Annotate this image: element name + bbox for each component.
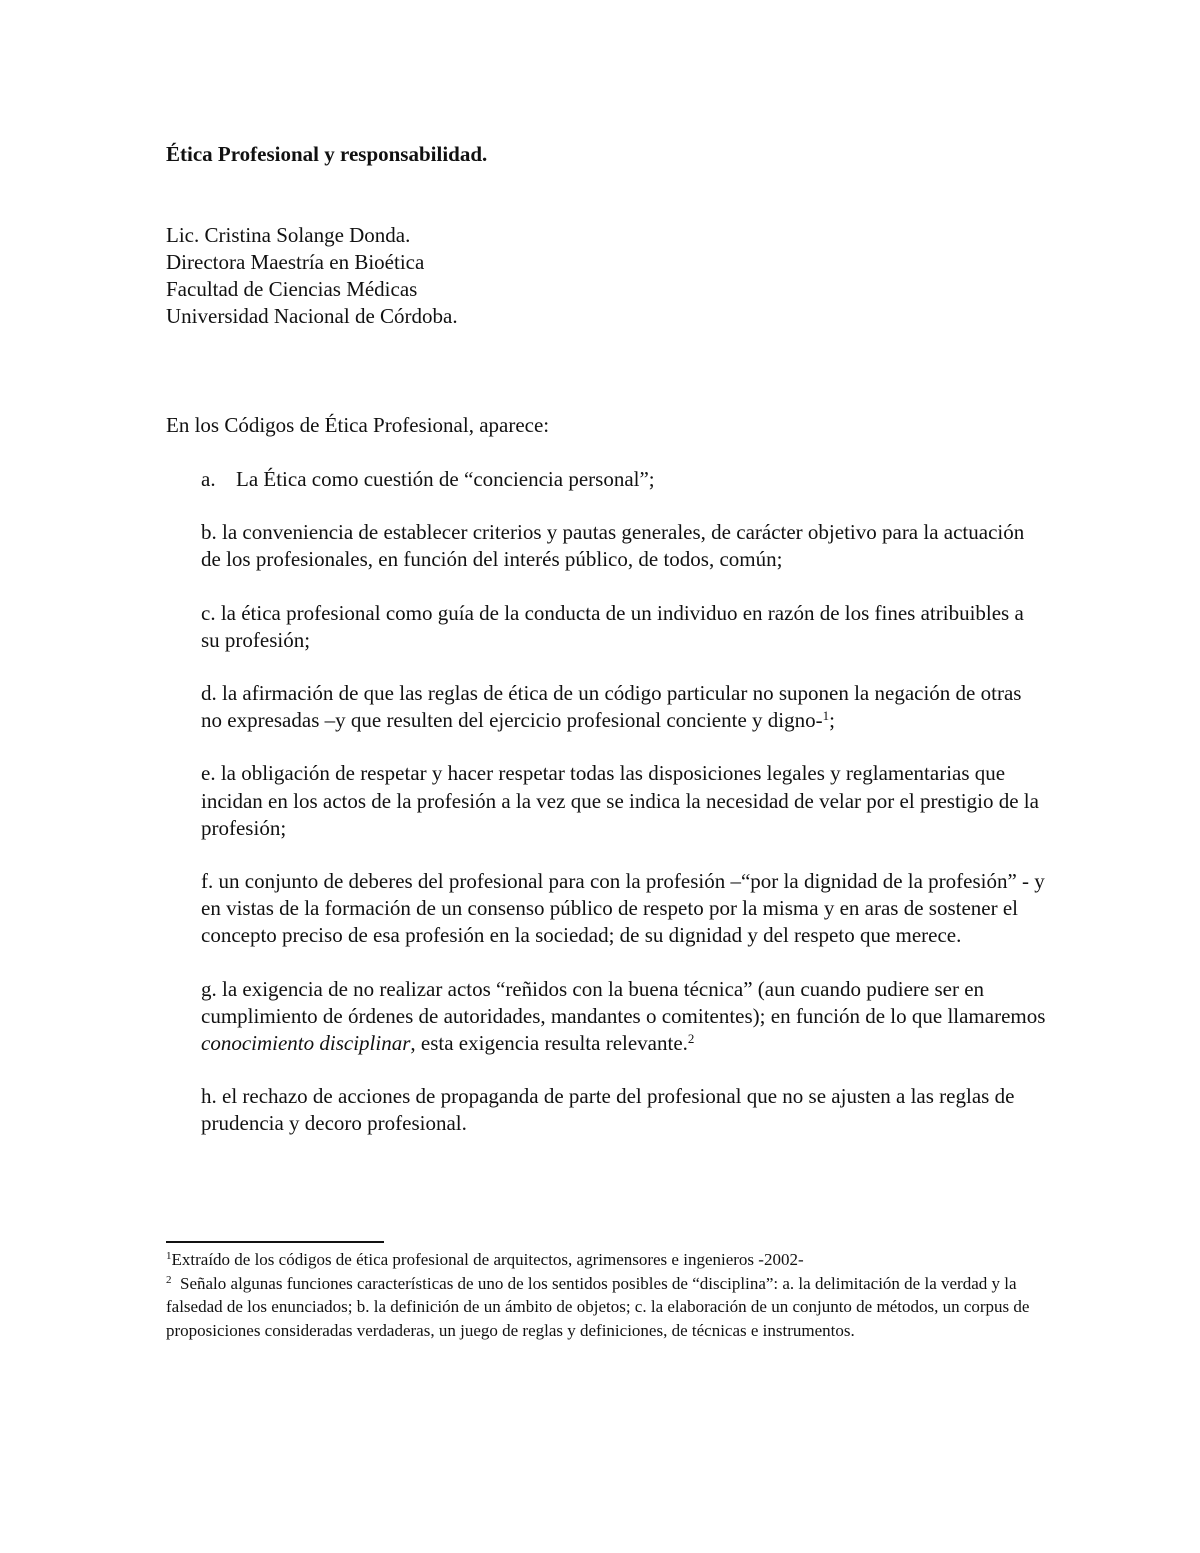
footnote-2: [166, 1272, 1038, 1343]
list-item-marker: a.: [201, 467, 216, 491]
footnote-ref-2[interactable]: 2: [687, 1031, 695, 1047]
footnote-marker: 1: [166, 1250, 172, 1262]
footnote-separator: [166, 1241, 384, 1243]
list-item-f: f. un conjunto de deberes del profesional para con la profesión –“por la dignidad de la profesión” - y en vistas de la formación de un consenso público de respeto por la misma y en aras de sostener el concepto preciso de esa profesión en la sociedad; de su dignidad y del respeto que merece.: [201, 869, 1045, 948]
list-item-d: [201, 680, 1046, 734]
list-item-text: La Ética como cuestión de “conciencia personal”;: [236, 467, 655, 491]
footnote-text: Extraído de los códigos de ética profesional de arquitectos, agrimensores e ingenieros -2002-: [171, 1250, 804, 1269]
list-item-text: g. la exigencia de no realizar actos “reñidos con la buena técnica” (aun cuando pudiere ser en cumplimiento de órdenes de autoridades, mandantes o comitentes); en función de lo que llamaremos: [201, 976, 1046, 1028]
author-name: Lic. Cristina Solange Donda.: [166, 223, 411, 247]
list-item-b: b. la conveniencia de establecer criterios y pautas generales, de carácter objetivo para la actuación de los profesionales, en función del interés público, de todos, común;: [201, 520, 1025, 572]
list-item-a: [201, 466, 1046, 493]
author-university: Universidad Nacional de Córdoba.: [166, 304, 458, 328]
list-item-c: c. la ética profesional como guía de la conducta de un individuo en razón de los fines atribuibles a su profesión;: [201, 600, 1024, 652]
footnote-text: Señalo algunas funciones características de uno de los sentidos posibles de “disciplina”: a. la delimitación de la verdad y la falsedad de los enunciados; b. la definición de un ámbito de objetos; c. la elaboración de un conjunto de métodos, un corpus de proposiciones consideradas verdaderas, un juego de reglas y definiciones, de técnicas e instrumentos.: [166, 1273, 1034, 1340]
document-title: Ética Profesional y responsabilidad.: [166, 142, 488, 166]
author-role: Directora Maestría en Bioética: [166, 250, 425, 274]
author-block: [166, 222, 458, 330]
list-item-g: [201, 976, 1046, 1058]
author-faculty: Facultad de Ciencias Médicas: [166, 277, 418, 301]
footnote-1: [166, 1248, 1038, 1272]
footnote-ref-1[interactable]: 1: [822, 708, 830, 724]
item-list: [201, 466, 1046, 1164]
list-item-h: h. el rechazo de acciones de propaganda de parte del profesional que no se ajusten a las reglas de prudencia y decoro profesional.: [201, 1084, 1015, 1136]
emphasis-text: conocimiento disciplinar: [201, 1031, 411, 1056]
intro-paragraph: En los Códigos de Ética Profesional, aparece:: [166, 413, 550, 437]
list-item-e: e. la obligación de respetar y hacer respetar todas las disposiciones legales y reglamentarias que incidan en los actos de la profesión a la vez que se indica la necesidad de velar por el prestigio de la profesión;: [201, 761, 1039, 840]
list-item-text-end: ;: [829, 708, 835, 733]
footnote-marker: 2: [166, 1273, 172, 1286]
footnotes: [166, 1248, 1038, 1342]
list-item-text-end: , esta exigencia resulta relevante.: [410, 1031, 688, 1056]
list-item-text: d. la afirmación de que las reglas de ética de un código particular no suponen la negación de otras no expresadas –y que resulten del ejercicio profesional conciente y digno-: [201, 681, 1022, 733]
